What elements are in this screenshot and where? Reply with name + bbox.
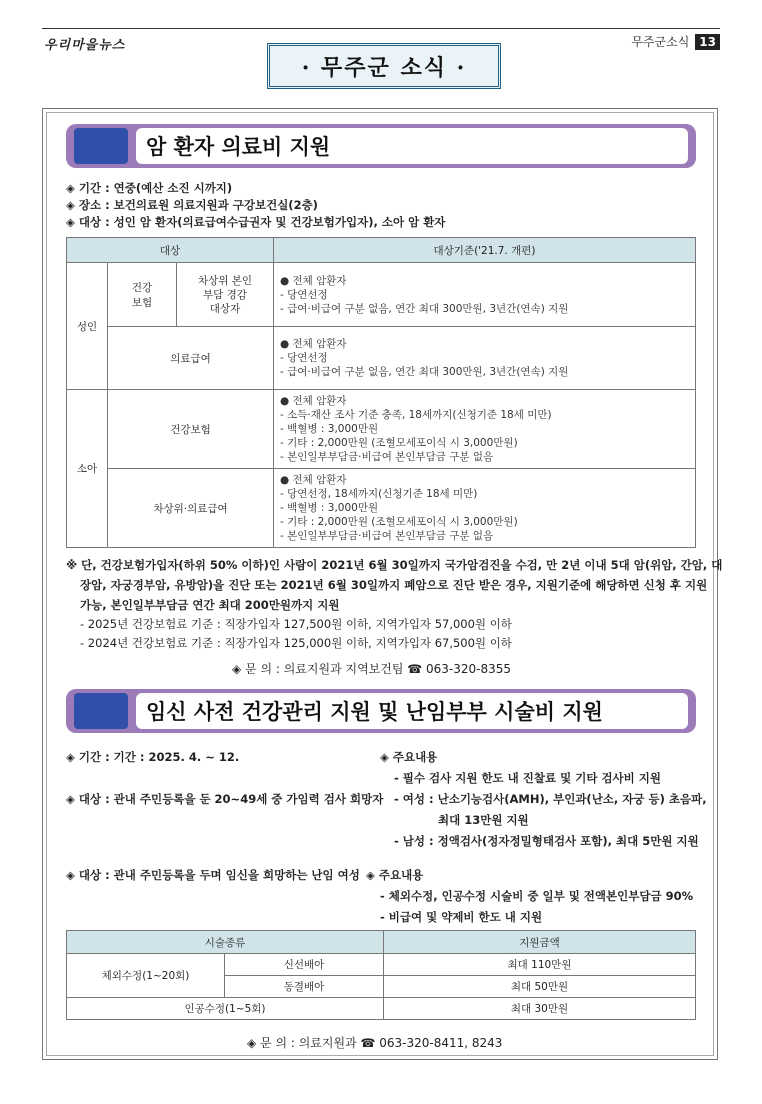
iui-amount: 최대 30만원: [384, 998, 696, 1020]
fresh-embryo-label: 신선배아: [225, 954, 384, 976]
note-line-4: - 2025년 건강보험료 기준 : 직장가입자 127,500원 이하, 지역가입자 57,000원 이하: [80, 617, 512, 631]
section1-place: ◈ 장소 : 보건의료원 의료지원과 구강보건실(2층): [66, 198, 318, 212]
section2-content-a-title: ◈ 주요내용: [380, 750, 438, 764]
section2-content-a-1: - 필수 검사 지원 한도 내 진찰료 및 기타 검사비 지원: [394, 771, 661, 785]
ivf-label: 체외수정(1~20회): [67, 954, 225, 998]
section2-content-b-title: ◈ 주요내용: [366, 868, 424, 882]
section2-content-a-4: - 남성 : 정액검사(정자정밀형태검사 포함), 최대 5만원 지원: [394, 834, 699, 848]
fertility-support-table: [66, 930, 696, 1020]
adult-medicaid-criteria: ● 전체 암환자 - 당연선정 - 급여·비급여 구분 없음, 연간 최대 300만원, 3년간(연속) 지원: [274, 327, 696, 390]
page-number: 13: [695, 34, 720, 50]
adult-medicaid-label: 의료급여: [108, 327, 274, 390]
section2-content-b-1: - 체외수정, 인공수정 시술비 중 일부 및 전액본인부담금 90%: [380, 889, 694, 903]
note-line-5: - 2024년 건강보험료 기준 : 직장가입자 125,000원 이하, 지역가입자 67,500원 이하: [80, 636, 512, 650]
note-line-1: ※ 단, 건강보험가입자(하위 50% 이하)인 사람이 2021년 6월 30일까지 국가암검진을 수검, 만 2년 이내 5대 암(위암, 간암, 대: [66, 558, 723, 572]
adult-insurance-label: 건강 보험: [108, 263, 177, 327]
section2-period: ◈ 기간 : 기간 : 2025. 4. ~ 12.: [66, 750, 240, 764]
child-insurance-criteria: ● 전체 암환자 - 소득·재산 조사 기준 충족, 18세까지(신청기준 18세 미만) - 백혈병 : 3,000만원 - 기타 : 2,000만원 (조혈모세포이식 시 3,000만원) - 본인일부부담금·비급여 본인부담금 구분 없음: [274, 390, 696, 469]
adult-insurance-sub: 차상위 본인 부담 경감 대상자: [177, 263, 274, 327]
adult-insurance-criteria: ● 전체 암환자 - 당연선정 - 급여·비급여 구분 없음, 연간 최대 300만원, 3년간(연속) 지원: [274, 263, 696, 327]
frozen-embryo-amount: 최대 50만원: [384, 976, 696, 998]
child-medicaid-criteria: ● 전체 암환자 - 당연선정, 18세까지(신청기준 18세 미만) - 백혈병 : 3,000만원 - 기타 : 2,000만원 (조혈모세포이식 시 3,000만원) - 본인일부부담금·비급여 본인부담금 구분 없음: [274, 469, 696, 548]
section2-header: [66, 689, 696, 733]
masthead-right: [631, 33, 720, 50]
section1-marker: [74, 128, 128, 164]
iui-label: 인공수정(1~5회): [67, 998, 384, 1020]
frozen-embryo-label: 동결배아: [225, 976, 384, 998]
section1-contact: ◈ 문 의 : 의료지원과 지역보건팀 ☎ 063-320-8355: [232, 662, 512, 676]
row-label-child: 소아: [67, 390, 108, 548]
section2-heading: 임신 사전 건강관리 지원 및 난임부부 시술비 지원: [136, 693, 688, 729]
section2-content-a-3: 최대 13만원 지원: [438, 813, 529, 827]
section1-heading: 암 환자 의료비 지원: [136, 128, 688, 164]
masthead-rule: [42, 28, 720, 29]
section1-target: ◈ 대상 : 성인 암 환자(의료급여수급권자 및 건강보험가입자), 소아 암 환자: [66, 215, 446, 229]
section2-target-b: ◈ 대상 : 관내 주민등록을 두며 임신을 희망하는 난임 여성: [66, 868, 360, 882]
fresh-embryo-amount: 최대 110만원: [384, 954, 696, 976]
section1-period: ◈ 기간 : 연중(예산 소진 시까지): [66, 181, 233, 195]
child-medicaid-label: 차상위·의료급여: [108, 469, 274, 548]
section2-content-b-2: - 비급여 및 약제비 한도 내 지원: [380, 910, 543, 924]
note-line-2: 장암, 자궁경부암, 유방암)을 진단 또는 2021년 6월 30일까지 폐암으로 진단 받은 경우, 지원기준에 해당하면 신청 후 지원: [80, 578, 708, 592]
section2-content-a-2: - 여성 : 난소기능검사(AMH), 부인과(난소, 자궁 등) 초음파,: [394, 792, 707, 806]
table-header-criteria: 대상기준('21.7. 개편): [274, 238, 696, 263]
cancer-support-table: [66, 237, 696, 548]
child-insurance-label: 건강보험: [108, 390, 274, 469]
section2-contact: ◈ 문 의 : 의료지원과 ☎ 063-320-8411, 8243: [247, 1036, 503, 1050]
note-line-3: 가능, 본인일부부담금 연간 최대 200만원까지 지원: [80, 598, 340, 612]
masthead-logo: 우리마을뉴스: [44, 38, 126, 53]
section2-marker: [74, 693, 128, 729]
page-title: · 무주군 소식 ·: [267, 43, 501, 89]
section1-header: [66, 124, 696, 168]
table2-header-amount: 지원금액: [384, 931, 696, 954]
section2-target-a: ◈ 대상 : 관내 주민등록을 둔 20~49세 중 가임력 검사 희망자: [66, 792, 384, 806]
masthead-section: 무주군소식: [631, 35, 690, 49]
table-header-target: 대상: [67, 238, 274, 263]
row-label-adult: 성인: [67, 263, 108, 390]
table2-header-type: 시술종류: [67, 931, 384, 954]
